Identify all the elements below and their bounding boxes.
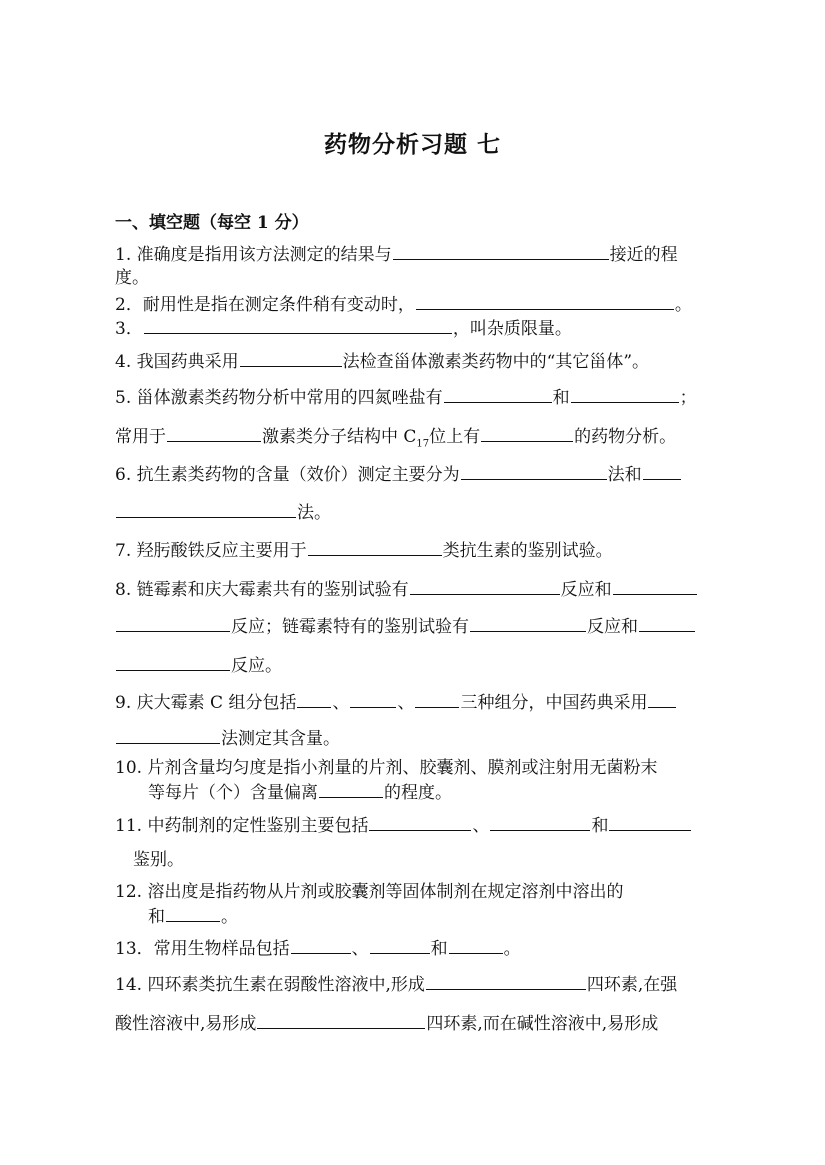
question-8 xyxy=(115,576,698,602)
q5-text-b: 和 xyxy=(552,388,570,408)
question-3 xyxy=(115,315,572,341)
q11-text-d: 鉴别。 xyxy=(133,850,184,870)
q1-blank-1[interactable] xyxy=(393,241,609,260)
q8-blank-3[interactable] xyxy=(470,613,586,632)
q8-blank-1[interactable] xyxy=(410,576,560,595)
q8-text-a: 8. 链霉素和庆大霉素共有的鉴别试验有 xyxy=(115,580,409,600)
q6-blank-2[interactable] xyxy=(643,461,681,480)
q8-text-d: 反应和 xyxy=(587,617,638,637)
q6-blank-1[interactable] xyxy=(461,461,607,480)
q9-text-e: 法测定其含量。 xyxy=(221,729,340,749)
q9-blank-4[interactable] xyxy=(648,689,676,708)
q7-text-a: 7. 羟肟酸铁反应主要用于 xyxy=(115,541,307,561)
q4-blank-1[interactable] xyxy=(240,348,342,367)
question-8-cont xyxy=(115,613,696,639)
q7-blank-1[interactable] xyxy=(308,537,442,556)
q9-text-b: 、 xyxy=(332,693,350,713)
q9-blank-3[interactable] xyxy=(415,689,459,708)
q12-blank-1[interactable] xyxy=(166,903,220,922)
q5-blank-1[interactable] xyxy=(444,384,552,403)
q9-text-a: 9. 庆大霉素 C 组分包括 xyxy=(115,693,297,713)
question-8-cont2 xyxy=(115,652,282,678)
q1-text-c: 度。 xyxy=(115,268,149,288)
q11-blank-2[interactable] xyxy=(490,812,590,831)
question-9-cont xyxy=(115,725,340,751)
q11-text-c: 和 xyxy=(591,816,609,836)
q12-text-b: 和 xyxy=(148,907,165,927)
q2-text-a: 2．耐用性是指在测定条件稍有变动时， xyxy=(115,295,415,315)
q5-blank-3[interactable] xyxy=(167,423,261,442)
q13-blank-3[interactable] xyxy=(449,935,503,954)
q3-blank-1[interactable] xyxy=(144,315,452,334)
q14-blank-1[interactable] xyxy=(426,971,586,990)
q8-text-b: 反应和 xyxy=(560,580,612,600)
q1-text-a: 1. 准确度是指用该方法测定的结果与 xyxy=(115,245,392,265)
q12-text-a: 12. 溶出度是指药物从片剂或胶囊剂等固体制剂在规定溶剂中溶出的 xyxy=(115,882,624,902)
q10-text-a: 10. 片剂含量均匀度是指小剂量的片剂、胶囊剂、膜剂或注射用无菌粉末 xyxy=(115,758,658,778)
question-12-cont xyxy=(148,903,238,929)
q10-blank-1[interactable] xyxy=(319,779,383,798)
section-heading: 一、填空题（每空 1 分） xyxy=(115,213,309,233)
q11-blank-3[interactable] xyxy=(609,812,691,831)
q5-blank-4[interactable] xyxy=(481,423,573,442)
q9-blank-4-cont[interactable] xyxy=(116,725,220,744)
q13-text-b: 、 xyxy=(351,939,369,959)
q5-subscript: 17 xyxy=(416,438,430,450)
q9-text-d: 三种组分，中国药典采用 xyxy=(460,693,648,713)
question-7 xyxy=(115,537,613,563)
q3-text-a: 3． xyxy=(115,319,143,339)
q14-text-d: 四环素,而在碱性溶液中,易形成 xyxy=(426,1014,659,1034)
q6-text-b: 法和 xyxy=(607,465,642,485)
question-11-cont xyxy=(133,848,184,872)
q8-blank-2-cont[interactable] xyxy=(116,613,230,632)
question-10-cont xyxy=(148,779,452,805)
question-1-cont xyxy=(115,266,149,290)
q14-text-b: 四环素,在强 xyxy=(586,975,678,995)
q8-blank-2[interactable] xyxy=(613,576,697,595)
q4-text-b: 法检查甾体激素类药物中的“其它甾体”。 xyxy=(342,352,650,372)
q5-text-a: 5. 甾体激素类药物分析中常用的四氮唑盐有 xyxy=(115,388,443,408)
question-6-cont xyxy=(115,499,331,525)
q2-blank-1[interactable] xyxy=(416,291,674,310)
question-2 xyxy=(115,291,692,317)
q5-text-c: ； xyxy=(679,388,697,408)
q6-text-a: 6. 抗生素类药物的含量（效价）测定主要分为 xyxy=(115,465,460,485)
q6-blank-2-cont[interactable] xyxy=(116,499,296,518)
q10-text-b: 等每片（个）含量偏离 xyxy=(148,783,318,803)
question-9 xyxy=(115,689,677,715)
q11-text-a: 11. 中药制剂的定性鉴别主要包括 xyxy=(115,816,369,836)
q13-text-a: 13．常用生物样品包括 xyxy=(115,939,290,959)
q13-blank-2[interactable] xyxy=(370,935,430,954)
question-14-cont xyxy=(115,1010,658,1036)
q5-text-e: 激素类分子结构中 C xyxy=(262,427,417,447)
q5-text-g: 的药物分析。 xyxy=(574,427,677,447)
q9-text-c: 、 xyxy=(397,693,415,713)
question-10 xyxy=(115,756,657,780)
q11-blank-1[interactable] xyxy=(369,812,471,831)
q5-blank-2[interactable] xyxy=(571,384,679,403)
question-5 xyxy=(115,384,697,410)
question-12 xyxy=(115,880,623,904)
question-14 xyxy=(115,971,677,997)
question-6 xyxy=(115,461,682,487)
q1-text-b: 接近的程 xyxy=(609,245,678,265)
q8-text-c: 反应；链霉素特有的鉴别试验有 xyxy=(231,617,469,637)
question-4 xyxy=(115,348,649,374)
q14-text-c: 酸性溶液中,易形成 xyxy=(115,1014,257,1034)
q3-text-b: ，叫杂质限量。 xyxy=(452,319,572,339)
q8-text-e: 反应。 xyxy=(231,656,282,676)
question-13 xyxy=(115,935,521,961)
q13-text-c: 和 xyxy=(430,939,448,959)
q10-text-c: 的程度。 xyxy=(384,783,452,803)
page-title: 药物分析习题 七 xyxy=(323,131,501,158)
q2-text-b: 。 xyxy=(674,295,692,315)
q14-text-a: 14. 四环素类抗生素在弱酸性溶液中,形成 xyxy=(115,975,425,995)
q13-blank-1[interactable] xyxy=(291,935,351,954)
q5-text-f: 位上有 xyxy=(429,427,481,447)
q7-text-b: 类抗生素的鉴别试验。 xyxy=(442,541,613,561)
q6-text-c: 法。 xyxy=(297,503,331,523)
question-11 xyxy=(115,812,692,838)
q5-text-d: 常用于 xyxy=(115,427,166,447)
q12-text-c: 。 xyxy=(221,907,238,927)
q11-text-b: 、 xyxy=(472,816,490,836)
question-5-cont xyxy=(115,423,676,456)
q9-blank-2[interactable] xyxy=(350,689,396,708)
q4-text-a: 4. 我国药典采用 xyxy=(115,352,239,372)
q8-blank-4[interactable] xyxy=(639,613,695,632)
q13-text-d: 。 xyxy=(503,939,521,959)
q8-blank-4-cont[interactable] xyxy=(116,652,230,671)
question-1 xyxy=(115,241,678,267)
q14-blank-2[interactable] xyxy=(257,1010,425,1029)
q9-blank-1[interactable] xyxy=(297,689,331,708)
